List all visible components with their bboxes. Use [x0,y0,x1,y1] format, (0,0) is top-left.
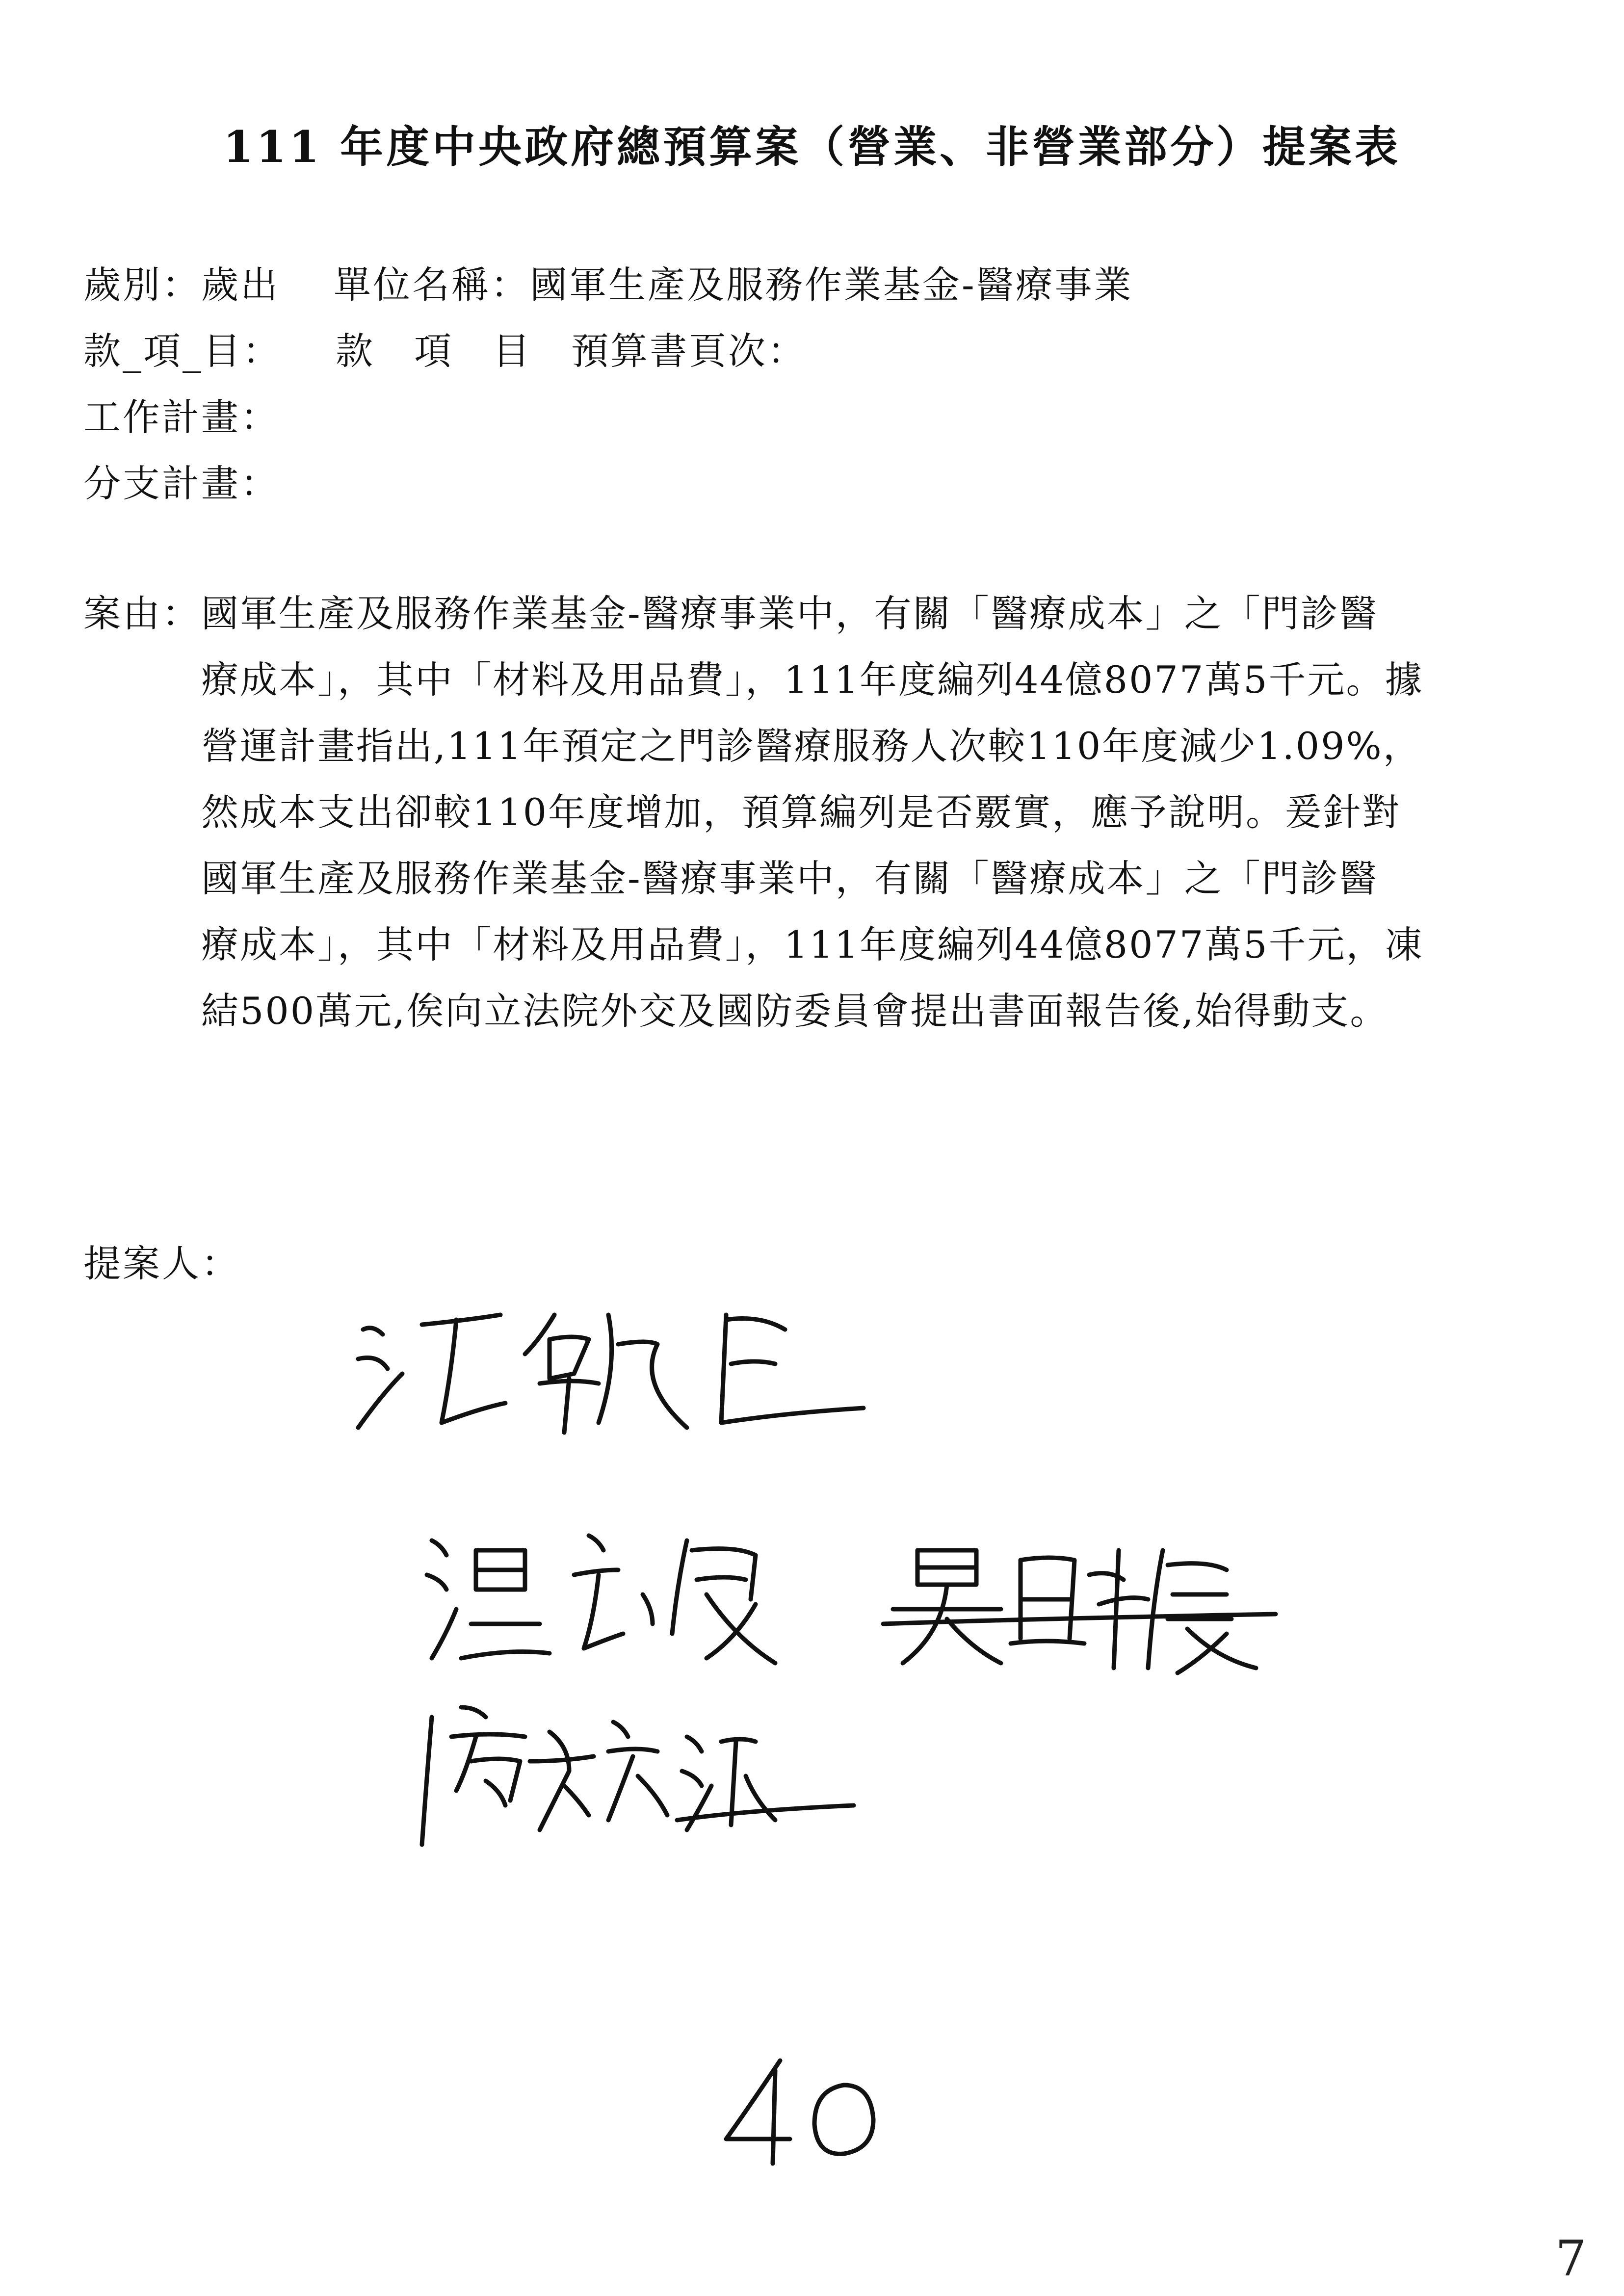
case-label: 案由： [83,592,201,635]
proposer-label: 提案人： [83,1242,240,1285]
meta-row-items [83,321,807,375]
case-line: 療成本」，其中「材料及用品費」，111年度編列44億8077萬5千元，凍 [201,923,1424,966]
category-label: 歲別：歲出 [83,263,280,307]
work-plan-label: 工作計畫： [83,395,280,439]
case-line: 然成本支出卻較110年度增加，預算編列是否覈實，應予說明。爰針對 [201,790,1401,834]
meta-row-category [83,255,1133,309]
signature-4 [402,1688,893,1859]
case-line: 結500萬元,俟向立法院外交及國防委員會提出書面報告後,始得動支。 [201,989,1389,1033]
branch-plan-label: 分支計畫： [83,462,280,505]
items-fields: 款 項 目 預算書頁次： [336,329,807,373]
meta-row-work-plan [83,388,280,441]
corner-page-number: 7 [1555,2230,1587,2287]
items-label: 款_項_目： [83,329,282,373]
handwritten-page-number [707,2051,893,2173]
meta-row-branch-plan [83,454,280,507]
case-line: 國軍生產及服務作業基金-醫療事業中，有關「醫療成本」之「門診醫 [201,857,1378,900]
signature-3 [873,1521,1315,1683]
unit-name: 單位名稱：國軍生產及服務作業基金-醫療事業 [334,263,1133,307]
case-line: 營運計畫指出,111年預定之門診醫療服務人次較110年度減少1.09%， [201,724,1422,768]
signature-2 [412,1511,854,1673]
case-line: 療成本」，其中「材料及用品費」，111年度編列44億8077萬5千元。據 [201,658,1424,702]
case-line: 國軍生產及服務作業基金-醫療事業中，有關「醫療成本」之「門診醫 [201,592,1378,635]
document-title: 111 年度中央政府總預算案（營業、非營業部分）提案表 [223,121,1401,172]
signature-1 [343,1285,883,1447]
